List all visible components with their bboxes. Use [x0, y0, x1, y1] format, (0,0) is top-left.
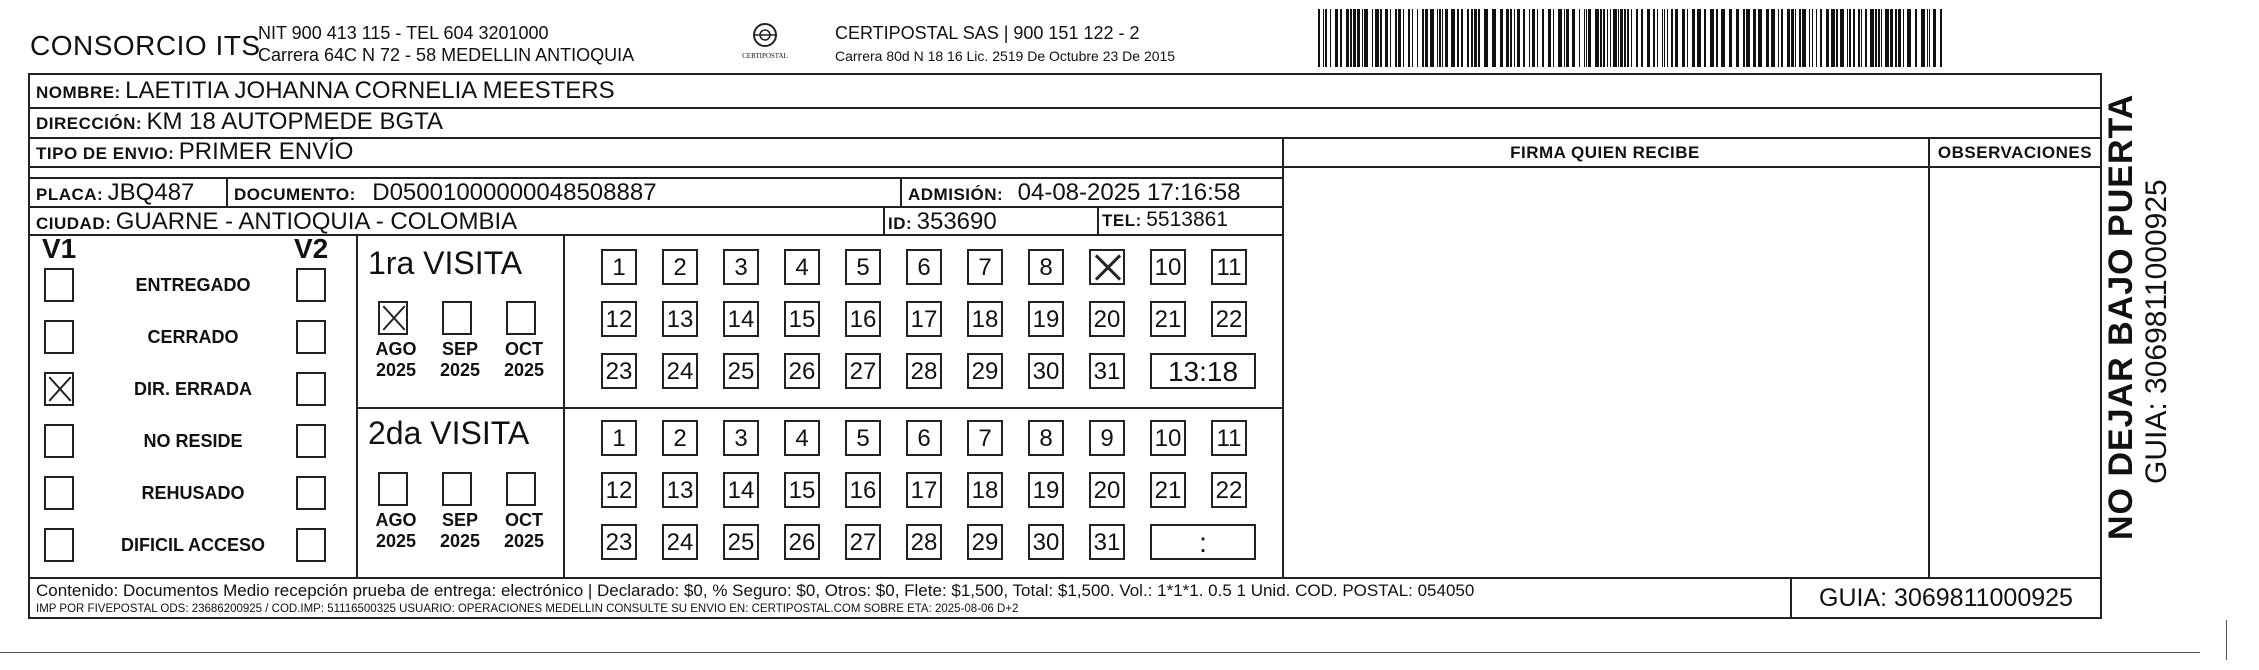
barcode-bar	[1474, 9, 1477, 67]
barcode-bar	[1350, 9, 1352, 67]
ciudad-value: GUARNE - ANTIOQUIA - COLOMBIA	[115, 208, 518, 235]
day-box[interactable]: 21	[1150, 301, 1186, 337]
barcode-bar	[1408, 9, 1410, 67]
day-box[interactable]: 27	[845, 353, 881, 389]
barcode-bar	[1682, 9, 1685, 67]
day-box[interactable]: 7	[967, 249, 1003, 285]
barcode-bar	[1802, 9, 1806, 67]
certipostal-logo	[730, 22, 800, 66]
barcode-bar	[1514, 9, 1515, 67]
status-label: DIFICIL ACCESO	[120, 535, 265, 555]
barcode-bar	[1461, 9, 1463, 67]
barcode-bar	[1898, 9, 1901, 67]
day-box[interactable]: 4	[784, 420, 820, 456]
barcode-bar	[1325, 9, 1327, 67]
barcode-bar	[1624, 9, 1626, 67]
barcode-bar	[1478, 9, 1480, 67]
placa-value: JBQ487	[107, 179, 195, 206]
barcode-bar	[1692, 9, 1695, 67]
barcode-bar	[1787, 9, 1790, 67]
barcode-bar	[1771, 9, 1775, 67]
day-box[interactable]: 15	[784, 472, 820, 508]
month-checkbox[interactable]	[442, 472, 472, 506]
direccion-label: DIRECCIÓN:	[36, 114, 143, 133]
v1-label: V1	[42, 233, 77, 264]
barcode-bar	[1791, 9, 1794, 67]
barcode-bar	[1586, 9, 1587, 67]
month-checkbox[interactable]	[506, 472, 536, 506]
time-box[interactable]: 13:18	[1150, 353, 1256, 389]
month-label: OCT	[505, 510, 543, 530]
day-box[interactable]: 20	[1089, 472, 1125, 508]
tel-value: 5513861	[1146, 208, 1228, 231]
day-box[interactable]: 2	[662, 249, 698, 285]
barcode-bar	[1778, 9, 1779, 67]
barcode-bar	[1613, 9, 1617, 67]
day-box[interactable]: 18	[967, 301, 1003, 337]
barcode-bar	[1799, 9, 1801, 67]
barcode-bar	[1362, 9, 1363, 67]
barcode-bar	[1795, 9, 1796, 67]
v2-checkbox[interactable]	[296, 476, 326, 510]
barcode-bar	[1758, 9, 1762, 67]
barcode-bar	[1564, 9, 1565, 67]
barcode-bar	[1532, 9, 1535, 67]
side-guia: GUIA: 3069811000925	[2140, 179, 2173, 484]
barcode-bar	[1566, 9, 1569, 67]
barcode-bar	[1346, 9, 1349, 67]
company-nit: NIT 900 413 115 - TEL 604 3201000	[258, 23, 549, 43]
barcode-bar	[1647, 9, 1650, 67]
v2-checkbox[interactable]	[296, 268, 326, 302]
barcode-bar	[1736, 9, 1739, 67]
day-box[interactable]: 3	[723, 249, 759, 285]
day-box[interactable]: 17	[906, 301, 942, 337]
month-checkbox[interactable]	[378, 472, 408, 506]
barcode-bar	[1766, 9, 1769, 67]
v2-checkbox[interactable]	[296, 372, 326, 406]
month-label: AGO	[375, 510, 417, 530]
day-box[interactable]: 26	[784, 524, 820, 560]
year-label: 2025	[375, 360, 417, 380]
day-box[interactable]: 2	[662, 420, 698, 456]
day-box[interactable]: 23	[601, 524, 637, 560]
id-label: ID:	[888, 214, 913, 233]
day-box[interactable]: 19	[1028, 472, 1064, 508]
day-box[interactable]: 31	[1089, 353, 1125, 389]
barcode-bar	[1457, 9, 1459, 67]
barcode-bar	[1385, 9, 1388, 67]
month-checkbox[interactable]	[506, 301, 536, 335]
status-label: CERRADO	[147, 327, 239, 347]
barcode	[1318, 9, 1948, 67]
tel-label: TEL:	[1102, 211, 1142, 230]
v2-checkbox[interactable]	[296, 424, 326, 458]
barcode-bar	[1849, 9, 1851, 67]
status-label: REHUSADO	[141, 483, 245, 503]
barcode-bar	[1704, 9, 1706, 67]
nombre-value: LAETITIA JOHANNA CORNELIA MEESTERS	[125, 77, 615, 104]
barcode-bar	[1484, 9, 1488, 67]
direccion-value: KM 18 AUTOPMEDE BGTA	[146, 108, 444, 135]
barcode-bar	[1743, 9, 1745, 67]
day-box[interactable]: 22	[1211, 472, 1247, 508]
day-box[interactable]: 6	[906, 249, 942, 285]
barcode-bar	[1781, 9, 1783, 67]
day-box[interactable]: 5	[845, 420, 881, 456]
barcode-bar	[1929, 9, 1930, 67]
barcode-bar	[1812, 9, 1813, 67]
tipo-envio-value: PRIMER ENVÍO	[178, 138, 354, 165]
barcode-bar	[1657, 9, 1658, 67]
day-box[interactable]: 22	[1211, 301, 1247, 337]
barcode-bar	[1353, 9, 1356, 67]
barcode-bar	[1636, 9, 1638, 67]
barcode-bar	[1542, 9, 1544, 67]
barcode-bar	[1831, 9, 1835, 67]
barcode-bar	[1500, 9, 1503, 67]
barcode-bar	[1881, 9, 1882, 67]
barcode-bar	[1809, 9, 1810, 67]
day-box[interactable]: 30	[1028, 353, 1064, 389]
barcode-bar	[1357, 9, 1360, 67]
visit2-title: 2da VISITA	[368, 415, 530, 451]
v1-checkbox[interactable]	[44, 528, 74, 562]
barcode-bar	[1445, 9, 1448, 67]
day-box[interactable]: 31	[1089, 524, 1125, 560]
barcode-bar	[1927, 9, 1928, 67]
barcode-bar	[1895, 9, 1897, 67]
barcode-bar	[1471, 9, 1473, 67]
delivery-form	[28, 73, 2102, 619]
barcode-bar	[1417, 9, 1418, 67]
barcode-bar	[1664, 9, 1665, 67]
day-box[interactable]: 17	[906, 472, 942, 508]
barcode-bar	[1667, 9, 1668, 67]
day-box[interactable]: 9	[1089, 420, 1125, 456]
barcode-bar	[1753, 9, 1756, 67]
v1-checkbox[interactable]	[44, 476, 74, 510]
nombre-label: NOMBRE:	[36, 83, 121, 102]
carrier-address: Carrera 80d N 18 16 Lic. 2519 De Octubre 23 De 2015	[835, 48, 1176, 64]
day-box[interactable]: 23	[601, 353, 637, 389]
barcode-bar	[1330, 9, 1331, 67]
barcode-bar	[1618, 9, 1619, 67]
barcode-bar	[1840, 9, 1844, 67]
barcode-bar	[1671, 9, 1673, 67]
day-box[interactable]: 8	[1028, 249, 1064, 285]
year-label: 2025	[503, 360, 545, 380]
barcode-bar	[1710, 9, 1714, 67]
imp-line: IMP POR FIVEPOSTAL ODS: 23686200925 / COD.IMP: 51116500325 USUARIO: OPERACIONES MEDELLIN CONSULTE SU ENVIO EN: CERTIPOSTAL.COM SOBRE ETA: 2025-08-06 D+2	[36, 603, 1019, 615]
barcode-bar	[1588, 9, 1591, 67]
barcode-bar	[1675, 9, 1678, 67]
barcode-bar	[1510, 9, 1512, 67]
barcode-bar	[1451, 9, 1455, 67]
day-box[interactable]: 18	[967, 472, 1003, 508]
v1-checkbox[interactable]	[44, 268, 74, 302]
placa-label: PLACA:	[36, 185, 104, 204]
barcode-bar	[1853, 9, 1855, 67]
day-box[interactable]: 11	[1211, 249, 1247, 285]
visit1-title: 1ra VISITA	[368, 245, 523, 281]
barcode-bar	[1885, 9, 1889, 67]
barcode-bar	[1631, 9, 1632, 67]
barcode-bar	[1940, 9, 1942, 67]
barcode-bar	[1390, 9, 1391, 67]
tipo-envio-label: TIPO DE ENVIO:	[36, 144, 175, 163]
day-box[interactable]: 14	[723, 301, 759, 337]
barcode-bar	[1492, 9, 1496, 67]
day-box[interactable]: 12	[601, 301, 637, 337]
day-box[interactable]: 3	[723, 420, 759, 456]
day-box[interactable]: 28	[906, 353, 942, 389]
barcode-bar	[1820, 9, 1822, 67]
barcode-bar	[1398, 9, 1401, 67]
barcode-bar	[1467, 9, 1469, 67]
time-box[interactable]: :	[1150, 524, 1256, 560]
carrier-info: CERTIPOSTAL SAS | 900 151 122 - 2	[835, 23, 1140, 43]
year-label: 2025	[503, 531, 545, 551]
barcode-bar	[1641, 9, 1643, 67]
barcode-bar	[1318, 9, 1320, 67]
barcode-bar	[1537, 9, 1538, 67]
day-box[interactable]: 21	[1150, 472, 1186, 508]
v2-checkbox[interactable]	[296, 320, 326, 354]
barcode-bar	[1579, 9, 1580, 67]
barcode-bar	[1422, 9, 1424, 67]
barcode-bar	[1442, 9, 1443, 67]
contenido-line: Contenido: Documentos Medio recepción prueba de entrega: electrónico | Declarado: $0, % Seguro: $0, Otros: $0, Flete: $1,500, Total: $1,500. Vol.: 1*1*1. 0.5 1 Unid. COD. POSTAL: 054050	[36, 581, 1475, 600]
barcode-bar	[1847, 9, 1848, 67]
documento-value: D05001000000048508887	[372, 179, 657, 206]
scan-edge-line	[0, 652, 2200, 653]
barcode-bar	[1858, 9, 1860, 67]
barcode-bar	[1903, 9, 1904, 67]
month-checkbox[interactable]	[442, 301, 472, 335]
day-box[interactable]: 16	[845, 472, 881, 508]
barcode-bar	[1403, 9, 1404, 67]
status-label: NO RESIDE	[143, 431, 243, 451]
barcode-bar	[1890, 9, 1893, 67]
barcode-bar	[1610, 9, 1611, 67]
company-name: CONSORCIO ITS	[30, 30, 261, 61]
barcode-bar	[1553, 9, 1554, 67]
barcode-bar	[1529, 9, 1530, 67]
day-box[interactable]: 8	[1028, 420, 1064, 456]
month-label: AGO	[375, 339, 417, 359]
barcode-bar	[1721, 9, 1725, 67]
day-box[interactable]: 27	[845, 524, 881, 560]
barcode-bar	[1375, 9, 1379, 67]
day-box[interactable]: 25	[723, 353, 759, 389]
day-box[interactable]: 30	[1028, 524, 1064, 560]
barcode-bar	[1878, 9, 1880, 67]
barcode-bar	[1697, 9, 1701, 67]
v2-checkbox[interactable]	[296, 528, 326, 562]
barcode-bar	[1921, 9, 1925, 67]
barcode-bar	[1716, 9, 1718, 67]
v1-checkbox[interactable]	[44, 424, 74, 458]
day-box[interactable]: 26	[784, 353, 820, 389]
day-box[interactable]: 1	[601, 249, 637, 285]
barcode-bar	[1595, 9, 1599, 67]
barcode-bar	[1558, 9, 1562, 67]
barcode-bar	[1380, 9, 1382, 67]
day-box[interactable]: 10	[1150, 249, 1186, 285]
barcode-bar	[1323, 9, 1324, 67]
barcode-bar	[1836, 9, 1838, 67]
barcode-bar	[1364, 9, 1368, 67]
day-box[interactable]: 29	[967, 353, 1003, 389]
v1-checkbox[interactable]	[44, 320, 74, 354]
status-label: DIR. ERRADA	[133, 379, 252, 399]
barcode-bar	[1875, 9, 1877, 67]
day-box[interactable]: 15	[784, 301, 820, 337]
barcode-bar	[1620, 9, 1623, 67]
barcode-bar	[1729, 9, 1732, 67]
footer-guia: GUIA: 3069811000925	[1819, 584, 2073, 612]
barcode-bar	[1653, 9, 1655, 67]
barcode-bar	[1506, 9, 1509, 67]
admision-label: ADMISIÓN:	[908, 185, 1004, 204]
day-box[interactable]: 29	[967, 524, 1003, 560]
barcode-bar	[1584, 9, 1585, 67]
ciudad-label: CIUDAD:	[36, 214, 112, 233]
year-label: 2025	[439, 360, 481, 380]
barcode-bar	[1933, 9, 1936, 67]
status-label: ENTREGADO	[135, 275, 251, 295]
admision-value: 04-08-2025 17:16:58	[1017, 179, 1241, 206]
day-box[interactable]: 10	[1150, 420, 1186, 456]
barcode-bar	[1861, 9, 1862, 67]
day-box[interactable]	[1089, 249, 1125, 285]
barcode-bar	[1372, 9, 1373, 67]
day-box[interactable]: 13	[662, 301, 698, 337]
barcode-bar	[1517, 9, 1520, 67]
year-label: 2025	[375, 531, 417, 551]
barcode-bar	[1335, 9, 1338, 67]
logo-text: CERTIPOSTAL	[742, 52, 788, 60]
barcode-bar	[1627, 9, 1629, 67]
barcode-bar	[1437, 9, 1438, 67]
company-address: Carrera 64C N 72 - 58 MEDELLIN ANTIOQUIA	[258, 45, 635, 65]
firma-header: FIRMA QUIEN RECIBE	[1510, 143, 1700, 162]
barcode-bar	[1607, 9, 1608, 67]
barcode-bar	[1340, 9, 1342, 67]
documento-label: DOCUMENTO:	[234, 185, 356, 204]
barcode-bar	[1687, 9, 1688, 67]
barcode-bar	[1395, 9, 1397, 67]
day-box[interactable]: 6	[906, 420, 942, 456]
day-box[interactable]: 28	[906, 524, 942, 560]
v2-label: V2	[294, 233, 329, 264]
month-label: OCT	[505, 339, 543, 359]
barcode-bar	[1412, 9, 1413, 67]
day-box[interactable]: 16	[845, 301, 881, 337]
day-box[interactable]: 25	[723, 524, 759, 560]
v1-checkbox[interactable]	[44, 372, 74, 406]
barcode-bar	[1816, 9, 1817, 67]
barcode-bar	[1915, 9, 1917, 67]
day-box[interactable]: 11	[1211, 420, 1247, 456]
barcode-bar	[1870, 9, 1874, 67]
day-box[interactable]: 24	[662, 524, 698, 560]
month-checkbox[interactable]	[378, 301, 408, 335]
barcode-bar	[1662, 9, 1663, 67]
side-warning: NO DEJAR BAJO PUERTA	[2102, 93, 2140, 540]
scan-edge-mark	[2226, 620, 2227, 660]
barcode-bar	[1746, 9, 1750, 67]
month-label: SEP	[441, 339, 479, 359]
observaciones-header: OBSERVACIONES	[1937, 143, 2093, 162]
day-box[interactable]: 13	[662, 472, 698, 508]
barcode-bar	[1603, 9, 1605, 67]
day-box[interactable]: 7	[967, 420, 1003, 456]
barcode-bar	[1572, 9, 1575, 67]
barcode-bar	[1907, 9, 1911, 67]
day-box[interactable]: 20	[1089, 301, 1125, 337]
day-box[interactable]: 14	[723, 472, 759, 508]
day-box[interactable]: 5	[845, 249, 881, 285]
barcode-bar	[1523, 9, 1525, 67]
barcode-bar	[1600, 9, 1602, 67]
day-box[interactable]: 24	[662, 353, 698, 389]
barcode-bar	[1425, 9, 1428, 67]
year-label: 2025	[439, 531, 481, 551]
day-box[interactable]: 19	[1028, 301, 1064, 337]
month-label: SEP	[441, 510, 479, 530]
barcode-bar	[1865, 9, 1867, 67]
barcode-bar	[1826, 9, 1829, 67]
day-box[interactable]: 1	[601, 420, 637, 456]
barcode-bar	[1548, 9, 1551, 67]
day-box[interactable]: 4	[784, 249, 820, 285]
day-box[interactable]: 12	[601, 472, 637, 508]
barcode-bar	[1439, 9, 1441, 67]
barcode-bar	[1430, 9, 1434, 67]
id-value: 353690	[916, 208, 997, 235]
